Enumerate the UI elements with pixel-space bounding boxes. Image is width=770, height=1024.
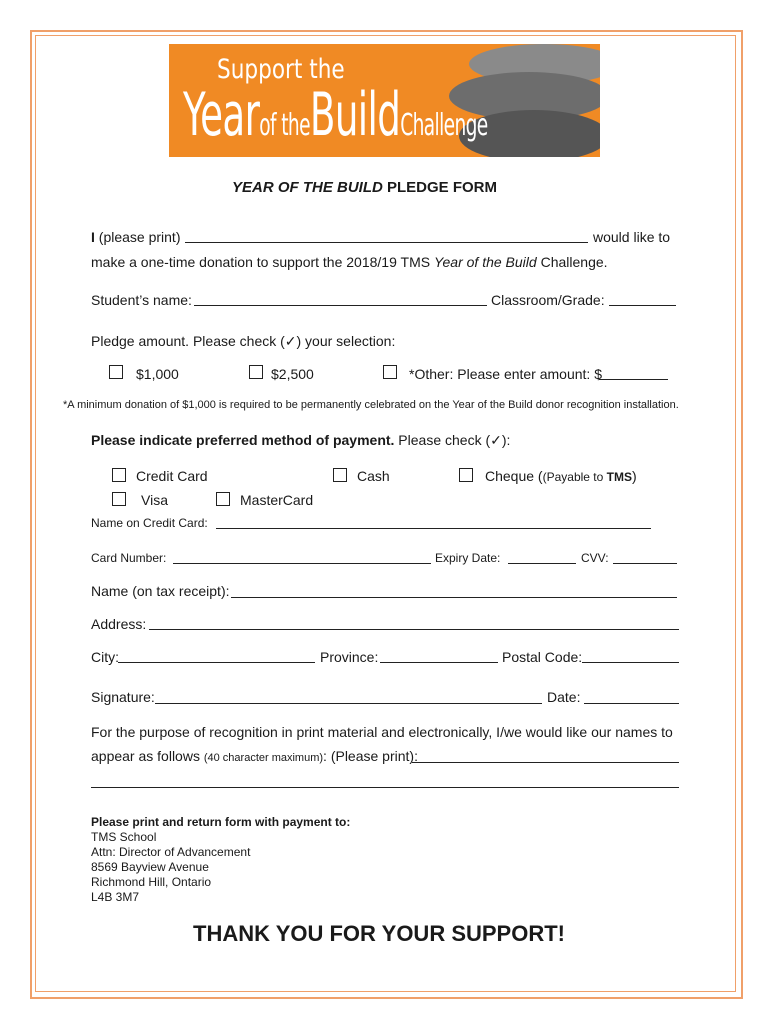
card-number-field[interactable] (173, 563, 431, 564)
tax-name-label: Name (on tax receipt): (91, 583, 230, 599)
payment-label: Please indicate preferred method of payment. Please check (✓): (91, 432, 511, 448)
signature-field[interactable] (155, 703, 542, 704)
card-number-label: Card Number: (91, 551, 167, 565)
return-line: 8569 Bayview Avenue (91, 860, 209, 874)
banner-logo (169, 44, 600, 157)
intro-line2: make a one-time donation to support the 2018/19 TMS Year of the Build Challenge. (91, 254, 608, 270)
recognition-line1: For the purpose of recognition in print material and electronically, I/we would like our names to (91, 724, 673, 740)
cvv-field[interactable] (613, 563, 677, 564)
return-line: Attn: Director of Advancement (91, 845, 251, 859)
name-on-card-field[interactable] (216, 528, 651, 529)
pledge-other-amount-field[interactable] (599, 379, 668, 380)
pledge-1000-checkbox[interactable] (109, 365, 123, 379)
recognition-name-field-2[interactable] (91, 787, 679, 788)
pledge-other-checkbox[interactable] (383, 365, 397, 379)
date-field[interactable] (584, 703, 679, 704)
expiry-label: Expiry Date: (435, 551, 501, 565)
cash-checkbox[interactable] (333, 468, 347, 482)
mastercard-checkbox[interactable] (216, 492, 230, 506)
address-label: Address: (91, 616, 147, 632)
postal-code-field[interactable] (582, 662, 679, 663)
return-line: Richmond Hill, Ontario (91, 875, 212, 889)
city-field[interactable] (118, 662, 315, 663)
classroom-label: Classroom/Grade: (491, 292, 605, 308)
pledge-label: Pledge amount. Please check (✓) your selection: (91, 333, 396, 349)
thank-you-heading: THANK YOU FOR YOUR SUPPORT! (193, 921, 565, 946)
return-line: L4B 3M7 (91, 890, 140, 904)
pledge-2500-checkbox[interactable] (249, 365, 263, 379)
province-label: Province: (320, 649, 379, 665)
signature-label: Signature: (91, 689, 155, 705)
student-name-field[interactable] (194, 305, 487, 306)
classroom-field[interactable] (609, 305, 676, 306)
donor-name-field[interactable] (185, 242, 588, 243)
pledge-1000-label: $1,000 (136, 366, 179, 382)
cheque-checkbox[interactable] (459, 468, 473, 482)
visa-checkbox[interactable] (112, 492, 126, 506)
student-name-label: Student’s name: (91, 292, 192, 308)
banner-line1: Support the (217, 54, 345, 85)
recognition-line2: appear as follows (40 character maximum): (Please print): (91, 748, 418, 764)
pledge-note: *A minimum donation of $1,000 is required to be permanently celebrated on the Year of the Build donor recognition installation. (63, 399, 679, 411)
credit-card-checkbox[interactable] (112, 468, 126, 482)
form-title: YEAR OF THE BUILD PLEDGE FORM (232, 179, 498, 196)
pledge-2500-label: $2,500 (271, 366, 314, 382)
cheque-label: Cheque ((Payable to TMS) (485, 468, 637, 484)
mastercard-label: MasterCard (240, 492, 314, 508)
cvv-label: CVV: (581, 551, 609, 565)
banner-line2: Yearof theBuildChallenge (183, 80, 488, 150)
recognition-name-field[interactable] (412, 762, 679, 763)
intro-line1: I (please print) (91, 229, 181, 245)
address-field[interactable] (149, 629, 679, 630)
name-on-card-label: Name on Credit Card: (91, 516, 208, 530)
would-like-text: would like to (593, 229, 671, 245)
return-heading: Please print and return form with payment to: (91, 815, 351, 829)
credit-card-label: Credit Card (136, 468, 208, 484)
postal-code-label: Postal Code: (502, 649, 583, 665)
expiry-field[interactable] (508, 563, 576, 564)
pledge-other-label: *Other: Please enter amount: $ (409, 366, 602, 382)
return-line: TMS School (91, 830, 157, 844)
city-label: City: (91, 649, 119, 665)
tax-name-field[interactable] (231, 597, 677, 598)
cash-label: Cash (357, 468, 390, 484)
province-field[interactable] (380, 662, 498, 663)
visa-label: Visa (141, 492, 168, 508)
date-label: Date: (547, 689, 581, 705)
